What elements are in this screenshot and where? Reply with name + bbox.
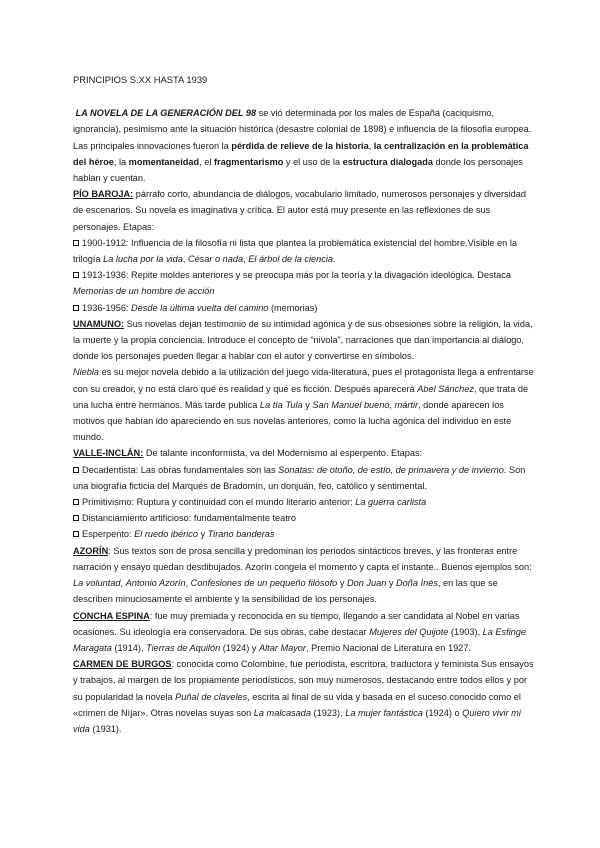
work-title: Antonio Azorín [125, 578, 186, 589]
unamuno-heading: UNAMUNO: [73, 318, 125, 329]
work-title: Quiero vivir mi vida [73, 707, 521, 734]
separator: y [337, 578, 347, 589]
checkbox-bullet-icon [73, 305, 79, 311]
work-title: La mujer fantástica [345, 707, 423, 718]
burgos-text-2: , escrita al final de su vida y basada en el suceso conocido como el «crimen de Níjar». Otras novelas suyas son [73, 691, 521, 718]
work-title: Puñal de claveles [175, 691, 248, 702]
gen98-bold-5: estructura dialogada [342, 156, 433, 167]
work-title: Confesiones de un pequeño filósofo [190, 578, 338, 589]
work-title: Abel Sánchez [417, 383, 474, 394]
unamuno-text-3: , que trata de una lucha entre hermanos. Más tarde publica [73, 383, 529, 410]
gen98-text-3: , la [113, 156, 129, 167]
valle-heading: VALLE-INCLÁN: [73, 448, 144, 459]
espina-heading: CONCHA ESPINA [73, 610, 150, 621]
work-title: Desde la última vuelta del camino [131, 302, 269, 313]
work-title: San Manuel bueno, mártir [312, 399, 419, 410]
azorin-text-end: , en las que se describen minuciosamente el ambiente y la sensibilidad de los personajes. [73, 578, 498, 605]
work-title: Niebla [73, 367, 100, 378]
baroja-stage-3-text: 1936-1956: [82, 302, 132, 313]
checkbox-bullet-icon [73, 240, 79, 246]
baroja-stage-3 [73, 300, 535, 316]
baroja-stage-1-text: 1900-1912: Influencia de la filosofía ni lista que plantea la problemática existencial del hombre.Visible en la trilogía [73, 237, 517, 265]
separator: y [197, 529, 208, 540]
baroja-stage-2 [73, 267, 535, 299]
year: (1924) o [422, 707, 463, 718]
year: (1903), [448, 626, 483, 637]
valle-stage-2-text: Primitivismo: Ruptura y continuidad con el mundo literario anterior: [82, 497, 356, 508]
work-title: Doña Inés [396, 578, 438, 589]
work-title: Mujeres del Quijote [369, 626, 449, 637]
baroja-stage-2-text: 1913-1936: Repite moldes anteriores y se preocupa más por la teoría y la divagación ideológica. Destaca [82, 270, 511, 281]
page-title: PRINCIPIOS S.XX HASTA 1939 [73, 74, 208, 85]
gen98-text: se vió determinada por los males de España (caciquismo, ignorancia), pesimismo ante la situación histórica (desastre colonial de 1898) e influencia de la filosofía europea. Las principales innovaciones fueron la [73, 108, 532, 151]
work-title: Tierras de Aquilón [146, 642, 221, 653]
unamuno-paragraph [73, 316, 535, 365]
document-body [73, 72, 535, 737]
work-title: La malcasada [253, 707, 311, 718]
gen98-bold-4: fragmentarismo [213, 156, 284, 167]
unamuno-paragraph-2 [73, 364, 535, 445]
burgos-text: : conocida como Colombine, fue periodista, escritora, traductora y feminista Sus ensayos y trabajos, al margen de los propiamente periodísticos, son muy numerosos, destacando entre todos ellos y por su popularidad la novela [73, 659, 534, 702]
gen98-heading: LA NOVELA DE LA GENERACIÓN DEL 98 [75, 108, 257, 119]
work-title: La Esfinge Maragata [73, 626, 527, 653]
baroja-heading: PÍO BAROJA: [73, 189, 134, 200]
year: (1914), [111, 642, 147, 653]
gen98-paragraph [73, 105, 535, 186]
separator: , [243, 254, 249, 265]
separator: y [302, 399, 313, 410]
valle-text: De talante inconformista, va del Modernismo al esperpento. Etapas: [143, 448, 423, 459]
unamuno-text-4: , donde aparecen los motivos que habían ido apareciendo en sus novelas anteriores, como la lucha agónica del individuo en este mundo. [73, 399, 512, 443]
unamuno-text: Sus novelas dejan testimonio de su intimidad agónica y de sus obsesiones sobre la religión, la vida, la muerte y la propia conciencia. Introduce el concepto de “nivola”, narraciones que dan importancia al diálogo, donde los personajes pueden llegar a hablar con el autor y convertirse en símbolos. [73, 318, 533, 362]
burgos-paragraph [73, 656, 535, 737]
baroja-paragraph [73, 186, 535, 235]
work-title: La voluntad [73, 578, 121, 589]
espina-text: : fue muy premiada y reconocida en su tiempo, llegando a ser candidata al Nobel en varias ocasiones. Su ideología era conservadora. De sus obras, cabe destacar [73, 610, 520, 637]
valle-stage-3 [73, 510, 535, 526]
checkbox-bullet-icon [73, 499, 79, 505]
valle-stage-4-text: Esperpento: [82, 529, 135, 540]
separator: y [386, 578, 397, 589]
separator: , [185, 578, 191, 589]
baroja-stage-1 [73, 235, 535, 267]
gen98-text-6: donde los personajes hablan y cuentan. [73, 156, 523, 184]
work-title: El árbol de la ciencia [248, 254, 333, 265]
checkbox-bullet-icon [73, 515, 79, 521]
work-title: Altar Mayor [259, 642, 306, 653]
gen98-text-2: , [368, 140, 374, 151]
unamuno-text-2: es su mejor novela debido a la utilización del juego vida-literatura, pues el protagonista llega a enfrentarse con su creador, y no está claro qué es realidad y qué es ficción. Después aparecerá [73, 367, 534, 394]
gen98-text-5: y el uso de la [283, 156, 343, 167]
burgos-heading: CARMEN DE BURGOS [73, 659, 172, 670]
valle-stage-1 [73, 462, 535, 494]
baroja-stage-3-end: (memorias) [268, 302, 318, 313]
valle-stage-1-end: . Son una biografía ficticia del Marqués de Bradomín, un donjuán, feo, católico y sentimental. [73, 464, 526, 491]
espina-paragraph [73, 608, 535, 657]
checkbox-bullet-icon [73, 467, 79, 473]
gen98-bold-3: momentaneidad [128, 156, 200, 167]
valle-stage-2 [73, 494, 535, 510]
baroja-text: párrafo corto, abundancia de diálogos, vocabulario limitado, numerosos personajes y diversidad de escenarios. Su novela es imaginativa y crítica. El autor está muy presente en las reflexiones de sus personajes. Etapas: [73, 189, 526, 232]
valle-paragraph [73, 445, 535, 461]
gen98-text-4: , el [199, 156, 214, 167]
work-title: Tirano banderas [207, 529, 275, 540]
gen98-bold-2: la centralización en la problemática del héroe [73, 140, 529, 167]
work-title: César o nada [187, 254, 244, 265]
year: (1923), [310, 707, 346, 718]
work-title: La lucha por la vida [103, 254, 183, 265]
espina-text-end: , Premio Nacional de Literatura en 1927. [305, 642, 471, 653]
work-title: Sonatas: de otoño, de estío, de primavera y de invierno [278, 464, 504, 475]
work-title: Memorias de un hombre de acción [73, 286, 215, 297]
valle-stage-3-text: Distanciamiento artificioso: fundamentalmente teatro [82, 513, 296, 524]
valle-stage-1-text: Decadentista: Las obras fundamentales son las [82, 464, 279, 475]
checkbox-bullet-icon [73, 531, 79, 537]
separator: , [182, 254, 188, 265]
azorin-paragraph [73, 543, 535, 608]
work-title: Don Juan [346, 578, 387, 589]
work-title: La tía Tula [259, 399, 303, 410]
azorin-text: : Sus textos son de prosa sencilla y predominan los periodos sintácticos breves, y las fronteras entre narración y ensayo quedan desdibujados. Azorín congela el momento y capta el instante.. Buenos ejemplos son: [73, 545, 532, 572]
gen98-bold-1: pérdida de relieve de la historia [231, 140, 369, 151]
separator: , [120, 578, 126, 589]
work-title: El ruedo ibérico [134, 529, 198, 540]
separator: . [333, 254, 336, 265]
valle-stage-4 [73, 526, 535, 542]
year: (1931). [89, 723, 122, 734]
work-title: La guerra carlista [355, 497, 427, 508]
azorin-heading: AZORÍN [73, 545, 109, 556]
year: (1924) y [220, 642, 259, 653]
checkbox-bullet-icon [73, 272, 79, 278]
